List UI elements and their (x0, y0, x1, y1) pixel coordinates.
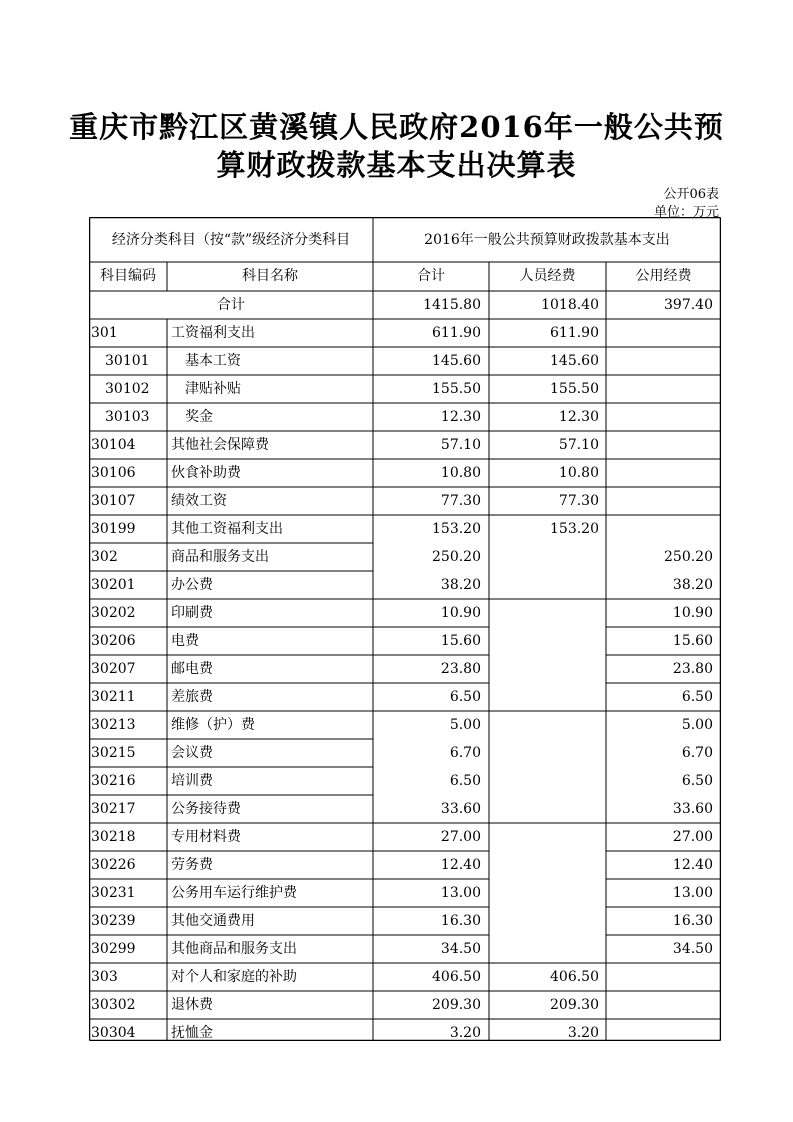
row-public: 6.50 (681, 689, 713, 705)
row-total: 13.00 (440, 885, 481, 901)
header-name: 科目名称 (242, 268, 298, 284)
row-code: 30239 (91, 913, 136, 929)
row-code: 30107 (91, 493, 136, 509)
row-public (606, 347, 713, 375)
row-public (606, 991, 713, 1019)
row-total: 5.00 (449, 717, 481, 733)
row-total: 12.30 (440, 409, 481, 425)
row-code: 30217 (91, 801, 136, 817)
row-code: 30199 (91, 521, 136, 537)
row-code: 30299 (91, 941, 136, 957)
row-total: 155.50 (432, 381, 481, 397)
row-code: 302 (91, 549, 118, 565)
row-name: 专用材料费 (171, 829, 241, 845)
row-name: 会议费 (171, 745, 213, 761)
total-row-label: 合计 (217, 297, 245, 313)
row-personnel (489, 823, 599, 851)
row-public: 34.50 (672, 941, 713, 957)
row-personnel (489, 879, 599, 907)
row-code: 30215 (91, 745, 136, 761)
row-public: 12.40 (672, 857, 713, 873)
row-public (606, 459, 713, 487)
row-code: 30104 (91, 437, 136, 453)
row-total: 15.60 (440, 633, 481, 649)
row-code: 30207 (91, 661, 136, 677)
row-name: 抚恤金 (171, 1025, 213, 1041)
row-personnel: 77.30 (558, 493, 599, 509)
row-name: 邮电费 (171, 661, 213, 677)
row-name: 奖金 (185, 409, 213, 425)
row-public (606, 319, 713, 347)
row-personnel (489, 655, 599, 683)
row-public (606, 403, 713, 431)
row-name: 绩效工资 (171, 493, 227, 509)
row-total: 23.80 (440, 661, 481, 677)
total-row-public: 397.40 (664, 297, 713, 313)
unit-label: 单位：万元 (653, 205, 719, 220)
header-economic-classification: 经济分类科目（按“款”级经济分类科目 (111, 232, 351, 248)
row-personnel: 153.20 (550, 521, 599, 537)
row-name: 差旅费 (171, 689, 213, 705)
row-name: 电费 (171, 633, 199, 649)
row-personnel: 145.60 (550, 353, 599, 369)
row-personnel: 155.50 (550, 381, 599, 397)
row-code: 30211 (91, 689, 136, 705)
row-public (606, 515, 713, 543)
row-total: 12.40 (440, 857, 481, 873)
row-public: 6.70 (681, 745, 713, 761)
total-row-total: 1415.80 (423, 297, 481, 313)
row-code: 303 (91, 969, 118, 985)
header-public: 公用经费 (635, 268, 692, 284)
row-personnel: 12.30 (558, 409, 599, 425)
row-personnel (489, 627, 599, 655)
row-total: 153.20 (432, 521, 481, 537)
row-public: 27.00 (672, 829, 713, 845)
header-personnel: 人员经费 (519, 268, 576, 284)
row-personnel: 209.30 (550, 997, 599, 1013)
row-code: 30103 (105, 409, 150, 425)
row-personnel: 3.20 (567, 1025, 599, 1041)
row-name: 其他工资福利支出 (171, 521, 283, 537)
row-code: 30218 (91, 829, 136, 845)
header-total: 合计 (417, 268, 445, 284)
row-personnel (489, 599, 599, 627)
row-name: 公务用车运行维护费 (171, 885, 297, 901)
row-public: 5.00 (681, 717, 713, 733)
row-name: 维修（护）费 (171, 717, 255, 733)
row-code: 30201 (91, 577, 136, 593)
row-public: 250.20 (664, 549, 713, 565)
row-name: 商品和服务支出 (171, 549, 269, 565)
row-total: 38.20 (440, 577, 481, 593)
row-total: 250.20 (432, 549, 481, 565)
row-public (606, 487, 713, 515)
row-total: 6.70 (449, 745, 481, 761)
row-total: 77.30 (440, 493, 481, 509)
row-total: 6.50 (449, 773, 481, 789)
row-name: 办公费 (171, 577, 213, 593)
row-total: 34.50 (440, 941, 481, 957)
expenditure-table (89, 217, 721, 1041)
row-public (606, 375, 713, 403)
row-code: 301 (91, 325, 118, 341)
row-total: 33.60 (440, 801, 481, 817)
row-name: 退休费 (171, 997, 213, 1013)
row-name: 公务接待费 (171, 801, 241, 817)
row-total: 6.50 (449, 689, 481, 705)
row-personnel: 57.10 (558, 437, 599, 453)
row-name: 津贴补贴 (185, 381, 241, 397)
row-public (606, 431, 713, 459)
row-code: 30304 (91, 1025, 136, 1041)
row-name: 劳务费 (171, 857, 213, 873)
row-total: 3.20 (449, 1025, 481, 1041)
row-personnel (489, 767, 599, 795)
row-total: 10.80 (440, 465, 481, 481)
row-public: 16.30 (672, 913, 713, 929)
row-code: 30102 (105, 381, 150, 397)
row-name: 基本工资 (185, 353, 241, 369)
row-personnel (489, 683, 599, 711)
header-basic-expenditure: 2016年一般公共预算财政拨款基本支出 (424, 232, 670, 248)
row-total: 611.90 (432, 325, 481, 341)
row-public: 10.90 (672, 605, 713, 621)
row-total: 10.90 (440, 605, 481, 621)
table-number: 公开06表 (663, 187, 719, 202)
row-personnel (489, 935, 599, 963)
row-name: 培训费 (171, 773, 213, 789)
row-name: 其他商品和服务支出 (171, 941, 297, 957)
row-personnel (489, 571, 599, 599)
row-public (606, 963, 713, 991)
row-personnel (489, 851, 599, 879)
total-row-personnel: 1018.40 (541, 297, 599, 313)
row-total: 209.30 (432, 997, 481, 1013)
row-code: 30202 (91, 605, 136, 621)
row-total: 16.30 (440, 913, 481, 929)
row-code: 30226 (91, 857, 136, 873)
row-total: 145.60 (432, 353, 481, 369)
row-public: 15.60 (672, 633, 713, 649)
row-code: 30302 (91, 997, 136, 1013)
row-name: 工资福利支出 (171, 325, 255, 341)
row-code: 30213 (91, 717, 136, 733)
row-personnel (489, 907, 599, 935)
header-code: 科目编码 (100, 268, 156, 284)
row-personnel (489, 543, 599, 571)
row-name: 伙食补助费 (171, 465, 241, 481)
row-code: 30231 (91, 885, 136, 901)
row-personnel (489, 739, 599, 767)
row-code: 30106 (91, 465, 136, 481)
row-name: 印刷费 (171, 605, 213, 621)
row-personnel: 611.90 (550, 325, 599, 341)
row-public: 38.20 (672, 577, 713, 593)
row-public: 13.00 (672, 885, 713, 901)
report-title-line2: 算财政拨款基本支出决算表 (216, 148, 577, 182)
row-code: 30101 (105, 353, 150, 369)
row-public (606, 1019, 713, 1047)
row-public: 33.60 (672, 801, 713, 817)
row-personnel (489, 795, 599, 823)
row-public: 23.80 (672, 661, 713, 677)
row-personnel: 406.50 (550, 969, 599, 985)
row-name: 对个人和家庭的补助 (171, 969, 297, 985)
row-code: 30206 (91, 633, 136, 649)
row-total: 406.50 (432, 969, 481, 985)
row-public: 6.50 (681, 773, 713, 789)
row-total: 57.10 (440, 437, 481, 453)
row-code: 30216 (91, 773, 136, 789)
row-personnel: 10.80 (558, 465, 599, 481)
row-total: 27.00 (440, 829, 481, 845)
report-title-line1: 重庆市黔江区黄溪镇人民政府2016年一般公共预 (69, 110, 724, 144)
row-name: 其他交通费用 (171, 913, 255, 929)
row-personnel (489, 711, 599, 739)
row-name: 其他社会保障费 (171, 437, 269, 453)
